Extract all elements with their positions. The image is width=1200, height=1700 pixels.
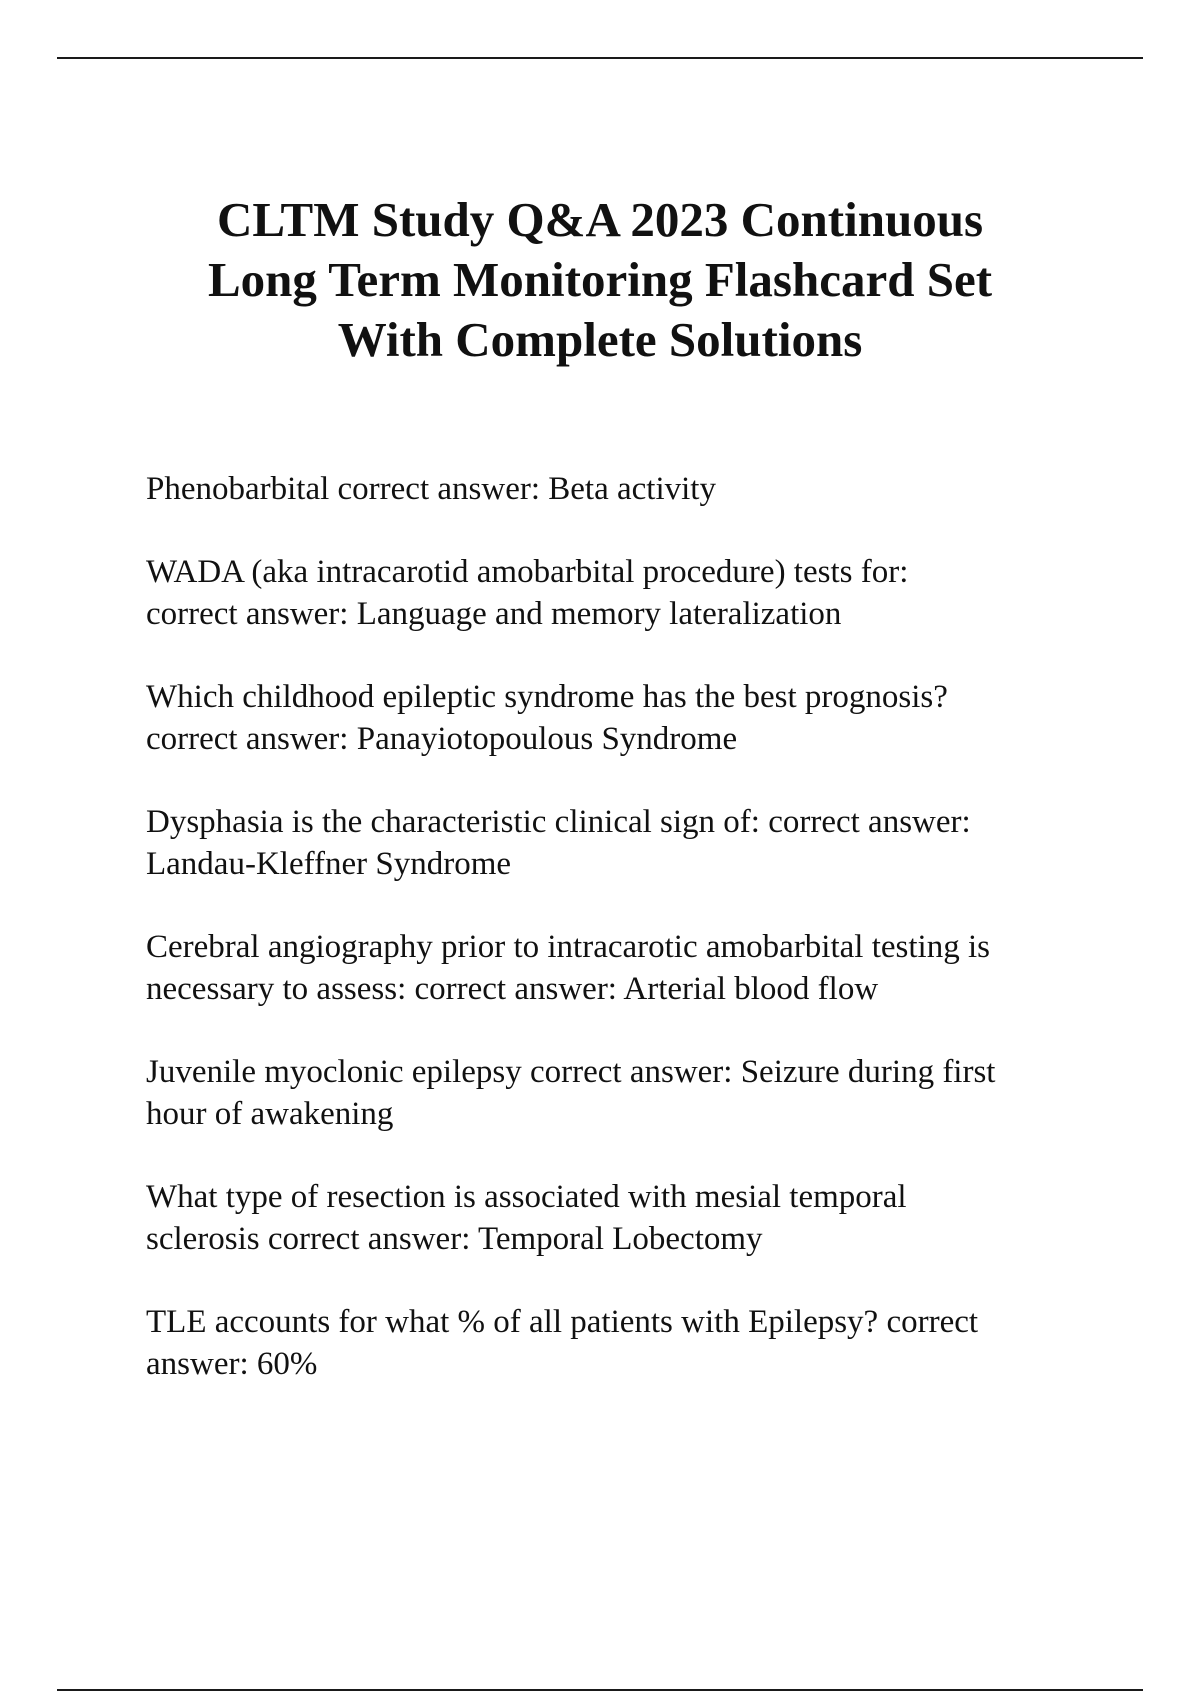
qa-item: [146, 1301, 1106, 1385]
qa-line: sclerosis correct answer: Temporal Lobectomy: [146, 1221, 763, 1257]
qa-item: [146, 468, 1106, 510]
qa-line: necessary to assess: correct answer: Arterial blood flow: [146, 971, 879, 1007]
qa-line: Cerebral angiography prior to intracarotic amobarbital testing is: [146, 929, 990, 965]
title-line: Long Term Monitoring Flashcard Set: [207, 252, 993, 307]
qa-line: Dysphasia is the characteristic clinical sign of: correct answer:: [146, 804, 971, 840]
qa-item: [146, 1176, 1106, 1260]
qa-item: [146, 676, 1106, 760]
qa-line: Which childhood epileptic syndrome has the best prognosis?: [146, 679, 948, 715]
qa-line: hour of awakening: [146, 1096, 394, 1132]
qa-item: [146, 801, 1106, 885]
qa-line: What type of resection is associated with mesial temporal: [146, 1179, 907, 1215]
qa-line: Landau-Kleffner Syndrome: [146, 846, 512, 882]
qa-item: [146, 1051, 1106, 1135]
qa-line: Phenobarbital correct answer: Beta activity: [146, 471, 716, 507]
qa-item: [146, 926, 1106, 1010]
qa-line: answer: 60%: [146, 1346, 318, 1382]
top-divider: [57, 57, 1143, 59]
qa-line: correct answer: Panayiotopoulous Syndrome: [146, 721, 738, 757]
qa-line: correct answer: Language and memory lateralization: [146, 596, 842, 632]
qa-line: TLE accounts for what % of all patients with Epilepsy? correct: [146, 1304, 979, 1340]
bottom-divider: [57, 1689, 1143, 1691]
qa-line: Juvenile myoclonic epilepsy correct answer: Seizure during first: [146, 1054, 996, 1090]
qa-list: [146, 468, 1106, 1426]
title-line: CLTM Study Q&A 2023 Continuous: [216, 192, 984, 247]
title-line: With Complete Solutions: [337, 312, 863, 367]
document-title: [100, 190, 1100, 370]
qa-line: WADA (aka intracarotid amobarbital procedure) tests for:: [146, 554, 909, 590]
qa-item: [146, 551, 1106, 635]
